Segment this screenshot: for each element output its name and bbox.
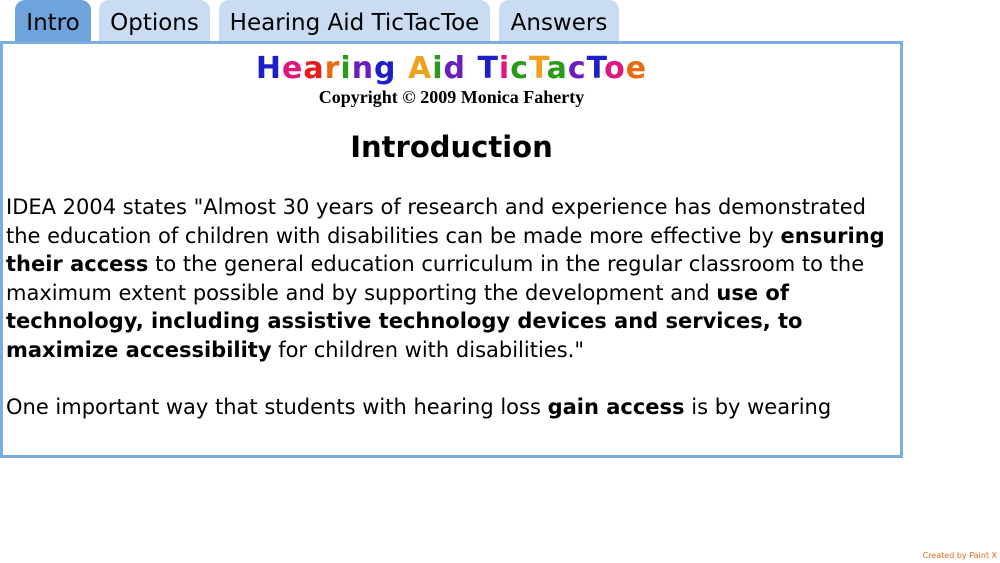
title-letter: H	[255, 51, 282, 86]
title-letter: d	[443, 51, 466, 86]
title-letter	[397, 51, 408, 86]
tab-answers[interactable]: Answers	[499, 0, 619, 42]
title-letter: T	[529, 51, 547, 86]
title-letter: c	[567, 51, 587, 86]
copyright-notice: Copyright © 2009 Monica Faherty	[318, 87, 585, 107]
credit-text: Created by Paint X	[922, 551, 997, 560]
title-letter	[466, 51, 477, 86]
tab-hearing-aid-tictactoe[interactable]: Hearing Aid TicTacToe	[219, 0, 490, 42]
title-letter: e	[281, 51, 304, 86]
tab-options[interactable]: Options	[99, 0, 210, 42]
title-letter: T	[586, 51, 605, 86]
content-panel	[0, 41, 903, 458]
page-title	[3, 49, 900, 89]
title-letter: c	[510, 51, 529, 86]
emphasis-text: ensuring their access	[6, 223, 885, 277]
intro-body	[6, 193, 886, 450]
title-letter: a	[546, 51, 568, 86]
title-letter: o	[604, 51, 626, 86]
body-text-segment: IDEA 2004 states "Almost 30 years of research and experience has demonstrated the education of children with disabilities can be made more effective by	[6, 195, 866, 248]
body-text-segment: for children with disabilities."	[271, 337, 584, 362]
title-letter: g	[374, 51, 397, 86]
title-letter: n	[351, 51, 375, 86]
title-letter: A	[407, 51, 433, 86]
title-letter: r	[324, 51, 341, 86]
tab-intro[interactable]: Intro	[15, 0, 91, 42]
body-text-segment: is by wearing	[684, 395, 832, 420]
body-paragraph	[6, 193, 886, 365]
title-letter: i	[498, 51, 511, 86]
section-heading: Introduction	[350, 130, 553, 164]
title-letter: i	[432, 51, 444, 86]
body-paragraph	[6, 393, 886, 422]
title-letter: a	[303, 51, 325, 86]
title-letter: e	[625, 51, 648, 86]
body-text-segment: One important way that students with hearing loss	[6, 395, 548, 420]
title-letter: T	[477, 51, 499, 86]
title-letter: i	[340, 51, 352, 86]
emphasis-text: use of technology, including assistive technology devices and services, to maximize accessibility	[6, 280, 803, 362]
body-text-segment: to the general education curriculum in the regular classroom to the maximum extent possible and by supporting the development and	[6, 252, 865, 305]
emphasis-text: gain access	[547, 395, 685, 420]
